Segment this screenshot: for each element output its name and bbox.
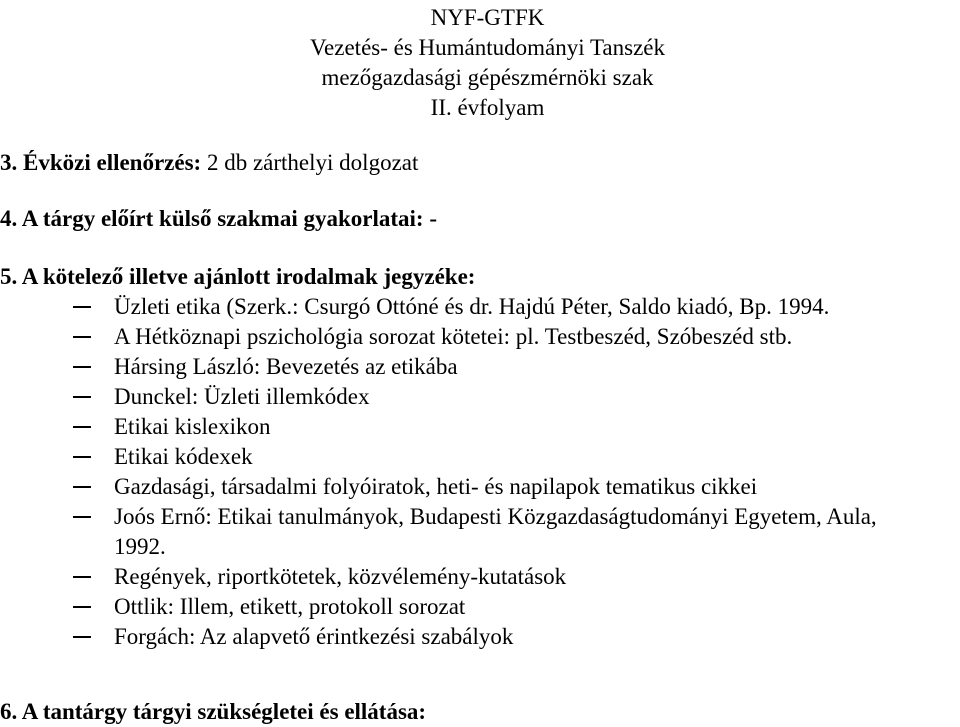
list-item-text: Ottlik: Illem, etikett, protokoll sorozat (114, 594, 466, 619)
section-3-label: 3. Évközi ellenőrzés: (0, 150, 202, 175)
dash-bullet (73, 456, 91, 458)
section-5 (0, 262, 475, 292)
list-item-text: Üzleti etika (Szerk.: Csurgó Ottóné és dr. Hajdú Péter, Saldo kiadó, Bp. 1994. (114, 294, 830, 319)
header-programme: mezőgazdasági gépészmérnöki szak (321, 65, 654, 90)
list-item-text: Joós Ernő: Etikai tanulmányok, Budapesti Közgazdaságtudományi Egyetem, Aula, (114, 504, 877, 529)
list-item (0, 502, 960, 562)
header-year: II. évfolyam (430, 95, 545, 120)
section-6 (0, 697, 426, 727)
literature-list (0, 292, 960, 652)
section-4 (0, 204, 437, 234)
list-item (0, 322, 960, 352)
dash-bullet (73, 426, 91, 428)
dash-bullet (73, 366, 91, 368)
list-item-text: Regények, riportkötetek, közvélemény-kutatások (114, 564, 567, 589)
dash-bullet (73, 396, 91, 398)
list-item (0, 412, 960, 442)
list-item (0, 592, 960, 622)
list-item (0, 292, 960, 322)
list-item-text: Etikai kódexek (114, 444, 253, 469)
section-3-value: 2 db zárthelyi dolgozat (201, 150, 419, 175)
header-department: Vezetés- és Humántudományi Tanszék (310, 35, 665, 60)
dash-bullet (73, 486, 91, 488)
list-item-text: A Hétköznapi pszichológia sorozat kötetei: pl. Testbeszéd, Szóbeszéd stb. (114, 324, 793, 349)
dash-bullet (73, 306, 91, 308)
list-item-text: Hársing László: Bevezetés az etikába (114, 354, 458, 379)
section-3 (0, 148, 418, 178)
dash-bullet (73, 576, 91, 578)
list-item-text: Etikai kislexikon (114, 414, 271, 439)
list-item (0, 382, 960, 412)
header-institution: NYF-GTFK (430, 5, 545, 30)
list-item-text: Forgách: Az alapvető érintkezési szabályok (114, 624, 514, 649)
dash-bullet (73, 336, 91, 338)
list-item-text: Dunckel: Üzleti illemkódex (114, 384, 370, 409)
dash-bullet (73, 606, 91, 608)
dash-bullet (73, 636, 91, 638)
list-item (0, 562, 960, 592)
list-item (0, 352, 960, 382)
document-header (0, 3, 960, 123)
list-item (0, 472, 960, 502)
list-item-text: Gazdasági, társadalmi folyóiratok, heti- és napilapok tematikus cikkei (114, 474, 758, 499)
list-item (0, 442, 960, 472)
section-5-label: 5. A kötelező illetve ajánlott irodalmak jegyzéke: (0, 264, 476, 289)
section-6-label: 6. A tantárgy tárgyi szükségletei és ellátása: (0, 699, 427, 724)
dash-bullet (73, 516, 91, 518)
list-item (0, 622, 960, 652)
list-item-continuation: 1992. (114, 534, 166, 559)
section-4-label: 4. A tárgy előírt külső szakmai gyakorlatai: - (0, 206, 437, 231)
